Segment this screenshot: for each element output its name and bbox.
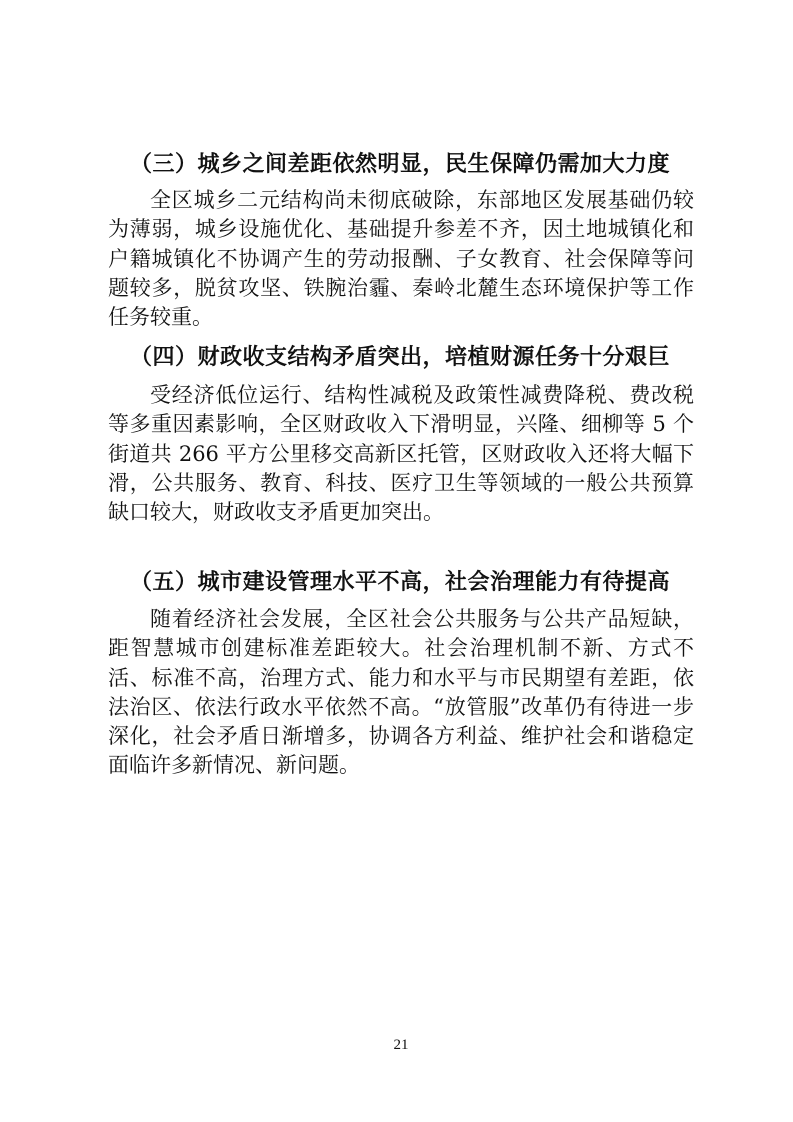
section-body-3: 全区城乡二元结构尚未彻底破除，东部地区发展基础仍较为薄弱，城乡设施优化、基础提升参差不齐，因土地城镇化和户籍城镇化不协调产生的劳动报酬、子女教育、社会保障等问题较多，脱贫攻坚、铁腕治霾、秦岭北麓生态环境保护等工作任务较重。: [108, 188, 694, 330]
section-heading-3: （三）城乡之间差距依然明显，民生保障仍需加大力度: [130, 152, 671, 177]
document-page: [108, 0, 694, 1122]
section-heading-5: （五）城市建设管理水平不高，社会治理能力有待提高: [130, 570, 671, 595]
section-body-5: 随着经济社会发展，全区社会公共服务与公共产品短缺，距智慧城市创建标准差距较大。社会治理机制不新、方式不活、标准不高，治理方式、能力和水平与市民期望有差距，依法治区、依法行政水平依然不高。“放管服”改革仍有待进一步深化，社会矛盾日渐增多，协调各方利益、维护社会和谐稳定面临许多新情况、新问题。: [108, 607, 694, 778]
page-number: 21: [393, 1037, 409, 1053]
section-body-4: 受经济低位运行、结构性减税及政策性减费降税、费改税等多重因素影响，全区财政收入下滑明显，兴隆、细柳等 5 个街道共 266 平方公里移交高新区托管，区财政收入还将大幅下滑，公共服务、教育、科技、医疗卫生等领域的一般公共预算缺口较大，财政收支矛盾更加突出。: [108, 383, 694, 525]
section-heading-4: （四）财政收支结构矛盾突出，培植财源任务十分艰巨: [130, 345, 671, 370]
